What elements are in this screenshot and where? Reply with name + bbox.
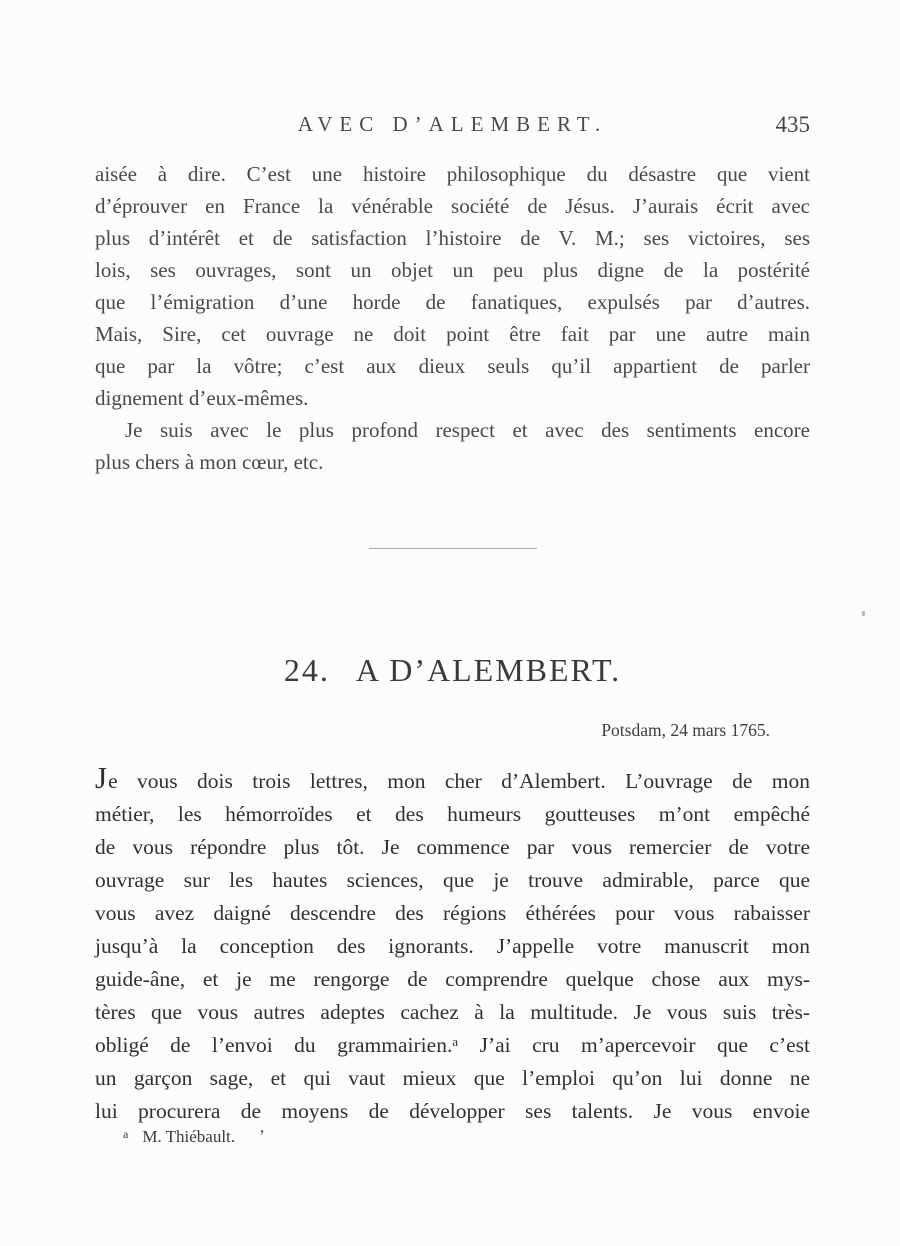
text-line: lois, ses ouvrages, sont un objet un peu plus digne de la postérité [95, 258, 810, 282]
letter-heading [95, 652, 810, 689]
text-line: métier, les hémorroïdes et des humeurs goutteuses m’ont empêché [95, 802, 810, 826]
text-line: que par la vôtre; c’est aux dieux seuls qu’il appartient de parler [95, 354, 810, 378]
text-line: que l’émigration d’une horde de fanatiques, expulsés par d’autres. [95, 290, 810, 314]
letter-dateline: Potsdam, 24 mars 1765. [601, 720, 770, 740]
text-line: d’éprouver en France la vénérable société de Jésus. J’aurais écrit avec [95, 194, 810, 218]
text-line: un garçon sage, et qui vaut mieux que l’emploi qu’on lui donne ne [95, 1066, 810, 1090]
text-line: tères que vous autres adeptes cachez à la multitude. Je vous suis très- [95, 1000, 810, 1024]
page-number: 435 [775, 112, 810, 137]
running-header [95, 112, 810, 142]
text-line: Mais, Sire, cet ouvrage ne doit point être fait par une autre main [95, 322, 810, 346]
text-line: plus d’intérêt et de satisfaction l’histoire de V. M.; ses victoires, ses [95, 226, 810, 250]
drop-initial: J [95, 760, 109, 795]
footnote-marker: a [123, 1127, 129, 1141]
text-line: aisée à dire. C’est une histoire philosophique du désastre que vient [95, 162, 810, 186]
text-line: obligé de l’envoi du grammairien.ᵃ J’ai cru m’apercevoir que c’est [95, 1033, 810, 1057]
text-line: lui procurera de moyens de développer ses talents. Je vous envoie [95, 1099, 810, 1123]
text-line: jusqu’à la conception des ignorants. J’appelle votre manuscrit mon [95, 934, 810, 958]
running-header-title: AVEC D’ALEMBERT. [297, 112, 608, 136]
footnote-text: M. Thiébault. [142, 1127, 236, 1146]
previous-letter-text [95, 158, 810, 478]
letter-body-text [95, 761, 810, 1128]
text-line: vous avez daigné descendre des régions éthérées pour vous rabaisser [95, 901, 810, 925]
text-line [95, 761, 810, 798]
text-line: de vous répondre plus tôt. Je commence par vous remercier de votre [95, 835, 810, 859]
text-line: Je suis avec le plus profond respect et avec des sentiments encore [125, 418, 810, 442]
text-line: guide-âne, et je me rengorge de comprendre quelque chose aux mys- [95, 967, 810, 991]
section-divider-rule [369, 548, 537, 549]
footnote [123, 1126, 265, 1147]
letter-title: A D’ALEMBERT. [355, 652, 622, 688]
scan-artifact-mark: ’ [259, 1126, 266, 1146]
letter-number: 24. [283, 652, 330, 688]
text-line: dignement d’eux-mêmes. [95, 386, 309, 410]
first-line-rest: e vous dois trois lettres, mon cher d’Alembert. L’ouvrage de mon [108, 769, 810, 793]
text-line: plus chers à mon cœur, etc. [95, 450, 324, 474]
text-line: ouvrage sur les hautes sciences, que je trouve admirable, parce que [95, 868, 810, 892]
scan-artifact-speck [862, 611, 865, 616]
